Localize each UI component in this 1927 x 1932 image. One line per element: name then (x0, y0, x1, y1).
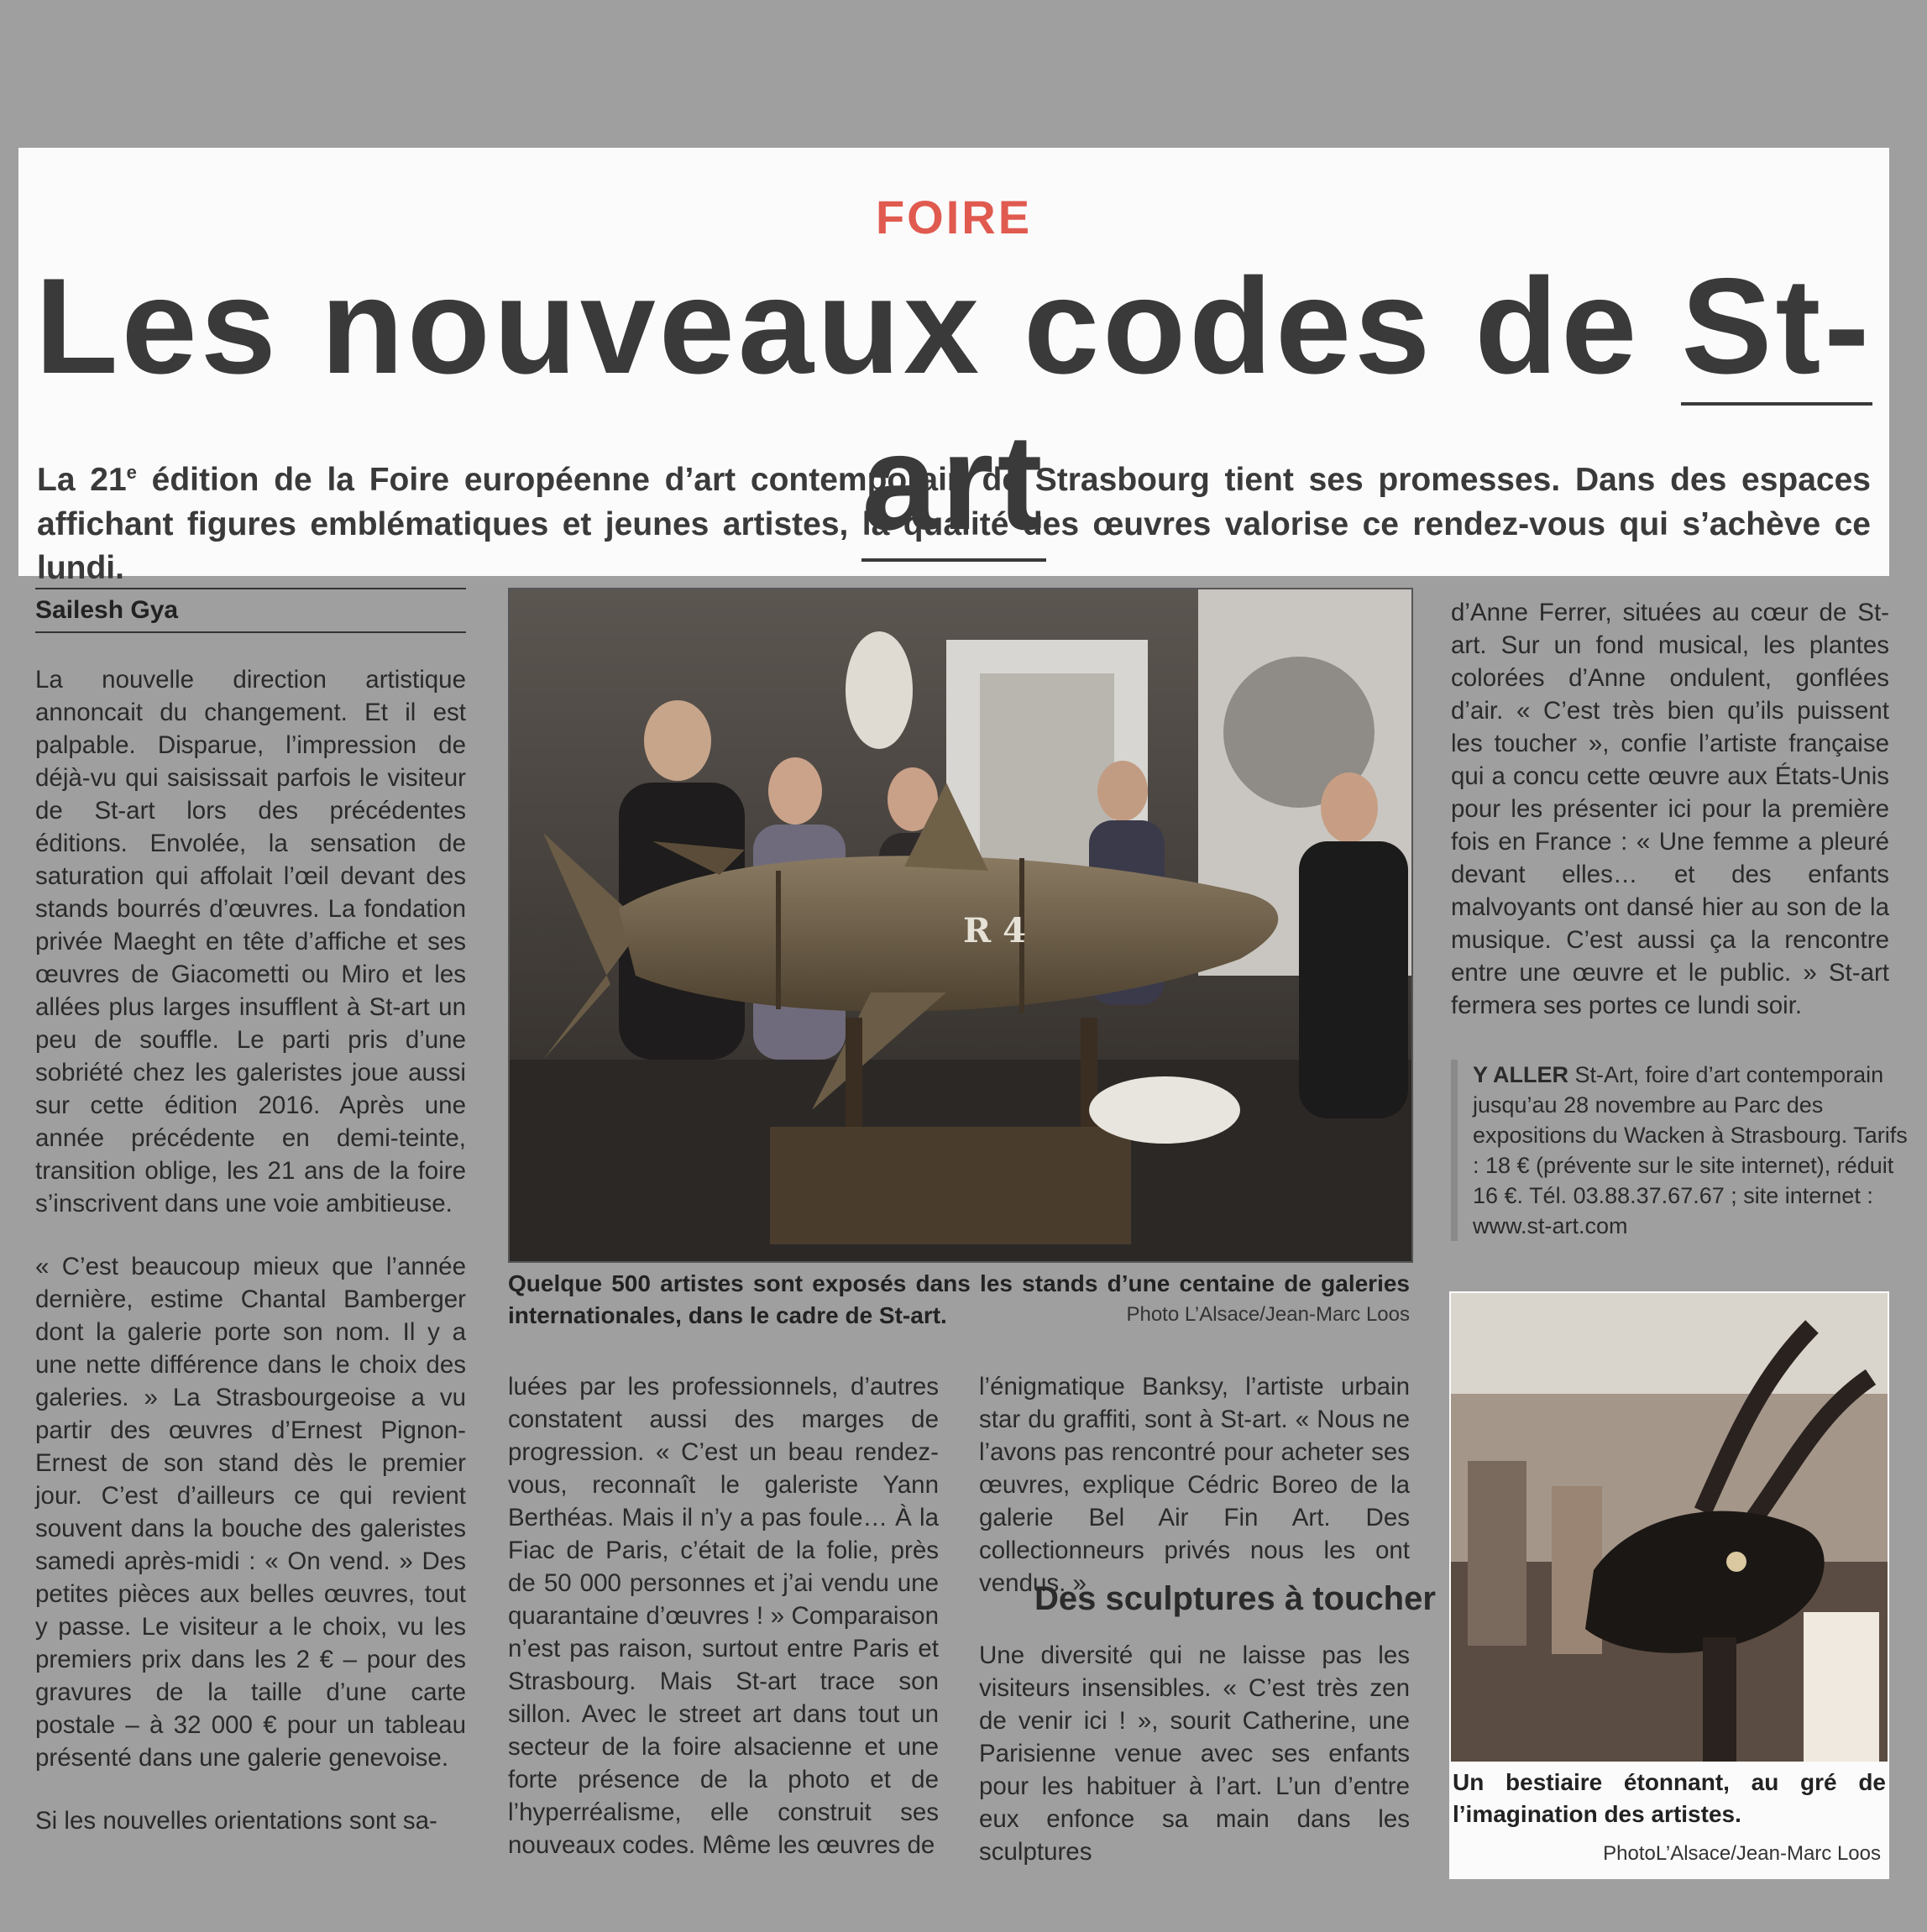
col2-paragraph-1: luées par les professionnels, d’autres constatent aussi des marges de progression. « C’est un beau rendez-vous, reconnaît le galeriste Yann Berthéas. Mais il n’y a pas foule… À la Fiac de Paris, c’était de la folie, près de 50 000 personnes et j’ai vendu une quarantaine d’œuvres ! » Comparaison n’est pas raison, surtout entre Paris et Strasbourg. Mais St-art trace son sillon. Avec le street art dans tout un secteur de la foire alsacienne et une forte présence de la photo et de l’hyperréalisme, elle construit ses nouveaux codes. Même les œuvres de (508, 1373, 939, 1859)
bestiary-photo-caption: Un bestiaire étonnant, au gré de l’imagination des artistes. (1453, 1769, 1886, 1827)
main-photo-caption: Quelque 500 artistes sont exposés dans les stands d’une centaine de galeries internationales, dans le cadre de St-art. (508, 1270, 1410, 1328)
bestiary-photo-credit: PhotoL’Alsace/Jean-Marc Loos (1603, 1842, 1881, 1865)
col1-paragraph-3: Si les nouvelles orientations sont sa- (35, 1807, 437, 1835)
bestiary-photo-box (1449, 1291, 1889, 1879)
standfirst-sup: e (126, 462, 137, 483)
standfirst-a: La 21 (37, 462, 127, 498)
headline-underlined: St-art (861, 250, 1872, 562)
standfirst-b: édition de la Foire européenne d’art contemporain de Strasbourg tient ses promesses. Dans des espaces affichant figures emblématiques et jeunes artistes, la qualité des œuvres valorise ce rendez-vous qui s’achève ce lundi. (37, 462, 1871, 587)
column-3-continued (979, 1639, 1410, 1868)
info-text: St-Art, foire d’art contemporain jusqu’au 28 novembre au Parc des expositions du Wacken à Strasbourg. Tarifs : 18 € (prévente sur le site internet), réduit 16 €. Tél. 03.88.37.67.67 ; site internet : www.st-art.com (1473, 1062, 1908, 1238)
column-2 (508, 1370, 939, 1861)
col4-paragraph-1: d’Anne Ferrer, situées au cœur de St-art. Sur un fond musical, les plantes colorées d’Anne ondulent, gonflées d’air. « C’est très bien qu’ils puissent les toucher », confie l’artiste française qui a concu cette œuvre aux États-Unis pour les présenter ici pour la première fois en France : « Une femme a pleuré devant elles… et des enfants malvoyants ont dansé hier au son de la musique. C’est aussi ça la rencontre entre une œuvre et le public. » St-art fermera ses portes ce lundi soir. (1451, 599, 1889, 1019)
info-label: Y ALLER (1473, 1062, 1569, 1087)
shark-sculpture-photo (508, 588, 1413, 1263)
main-photo-credit: Photo L’Alsace/Jean-Marc Loos (1126, 1303, 1410, 1326)
byline: Sailesh Gya (35, 588, 466, 633)
col1-paragraph-1: La nouvelle direction artistique annoncait du changement. Et il est palpable. Disparue, l’impression de déjà-vu qui saisissait parfois le visiteur de St-art lors des précédentes éditions. Envolée, la sensation de saturation qui affolait l’œil devant des stands bourrés d’œuvres. La fondation privée Maeght en tête d’affiche et ses œuvres de Giacometti ou Miro et les allées plus larges insufflent à St-art un peu de souffle. Le parti pris d’une sobriété chez les galeristes joue aussi sur cette édition 2016. Après une année précédente en demi-teinte, transition oblige, les 21 ans de la foire s’inscrivent dans une voie ambitieuse. (35, 666, 466, 1217)
column-4 (1451, 596, 1889, 1022)
shark-sign-text: R 4 (963, 911, 1026, 950)
practical-info-box (1451, 1060, 1911, 1241)
header-band (18, 148, 1889, 587)
antelope-head-illustration (1451, 1293, 1888, 1762)
shark-sculpture-illustration (510, 589, 1411, 1261)
standfirst (37, 458, 1871, 591)
col3-paragraph-1: l’énigmatique Banksy, l’artiste urbain star du graffiti, sont à St-art. « Nous ne l’avons pas rencontré pour acheter ses œuvres, explique Cédric Boreo de la galerie Bel Air Fin Art. Des collectionneurs privés nous les ont vendus. » (979, 1373, 1410, 1597)
subheading: Des sculptures à toucher (1034, 1580, 1436, 1617)
col1-paragraph-2: « C’est beaucoup mieux que l’année dernière, estime Chantal Bamberger dont la galerie porte son nom. Il y a une nette différence dans le choix des galeries. » La Strasbourgeoise a vu partir des œuvres d’Ernest Pignon-Ernest de son stand dès le premier jour. C’est d’ailleurs ce qui revient souvent dans la bouche des galeristes samedi après-midi : « On vend. » Des petites pièces aux belles œuvres, tout y passe. Le visiteur a le choix, vu les premiers prix dans les 2 € – pour des gravures de la taille d’une carte postale – à 32 000 € pour un tableau présenté dans une galerie genevoise. (35, 1253, 466, 1772)
section-kicker: FOIRE (875, 191, 1033, 243)
col3-paragraph-2: Une diversité qui ne laisse pas les visiteurs insensibles. « C’est très zen de venir ici ! », sourit Catherine, une Parisienne venue avec ses enfants pour les habituer à l’art. L’un d’entre eux enfonce sa main dans les sculptures (979, 1641, 1410, 1866)
headline-main: Les nouveaux codes de (34, 250, 1682, 402)
column-3 (979, 1370, 1410, 1600)
column-1 (35, 663, 466, 1837)
bestiary-photo (1451, 1293, 1888, 1762)
